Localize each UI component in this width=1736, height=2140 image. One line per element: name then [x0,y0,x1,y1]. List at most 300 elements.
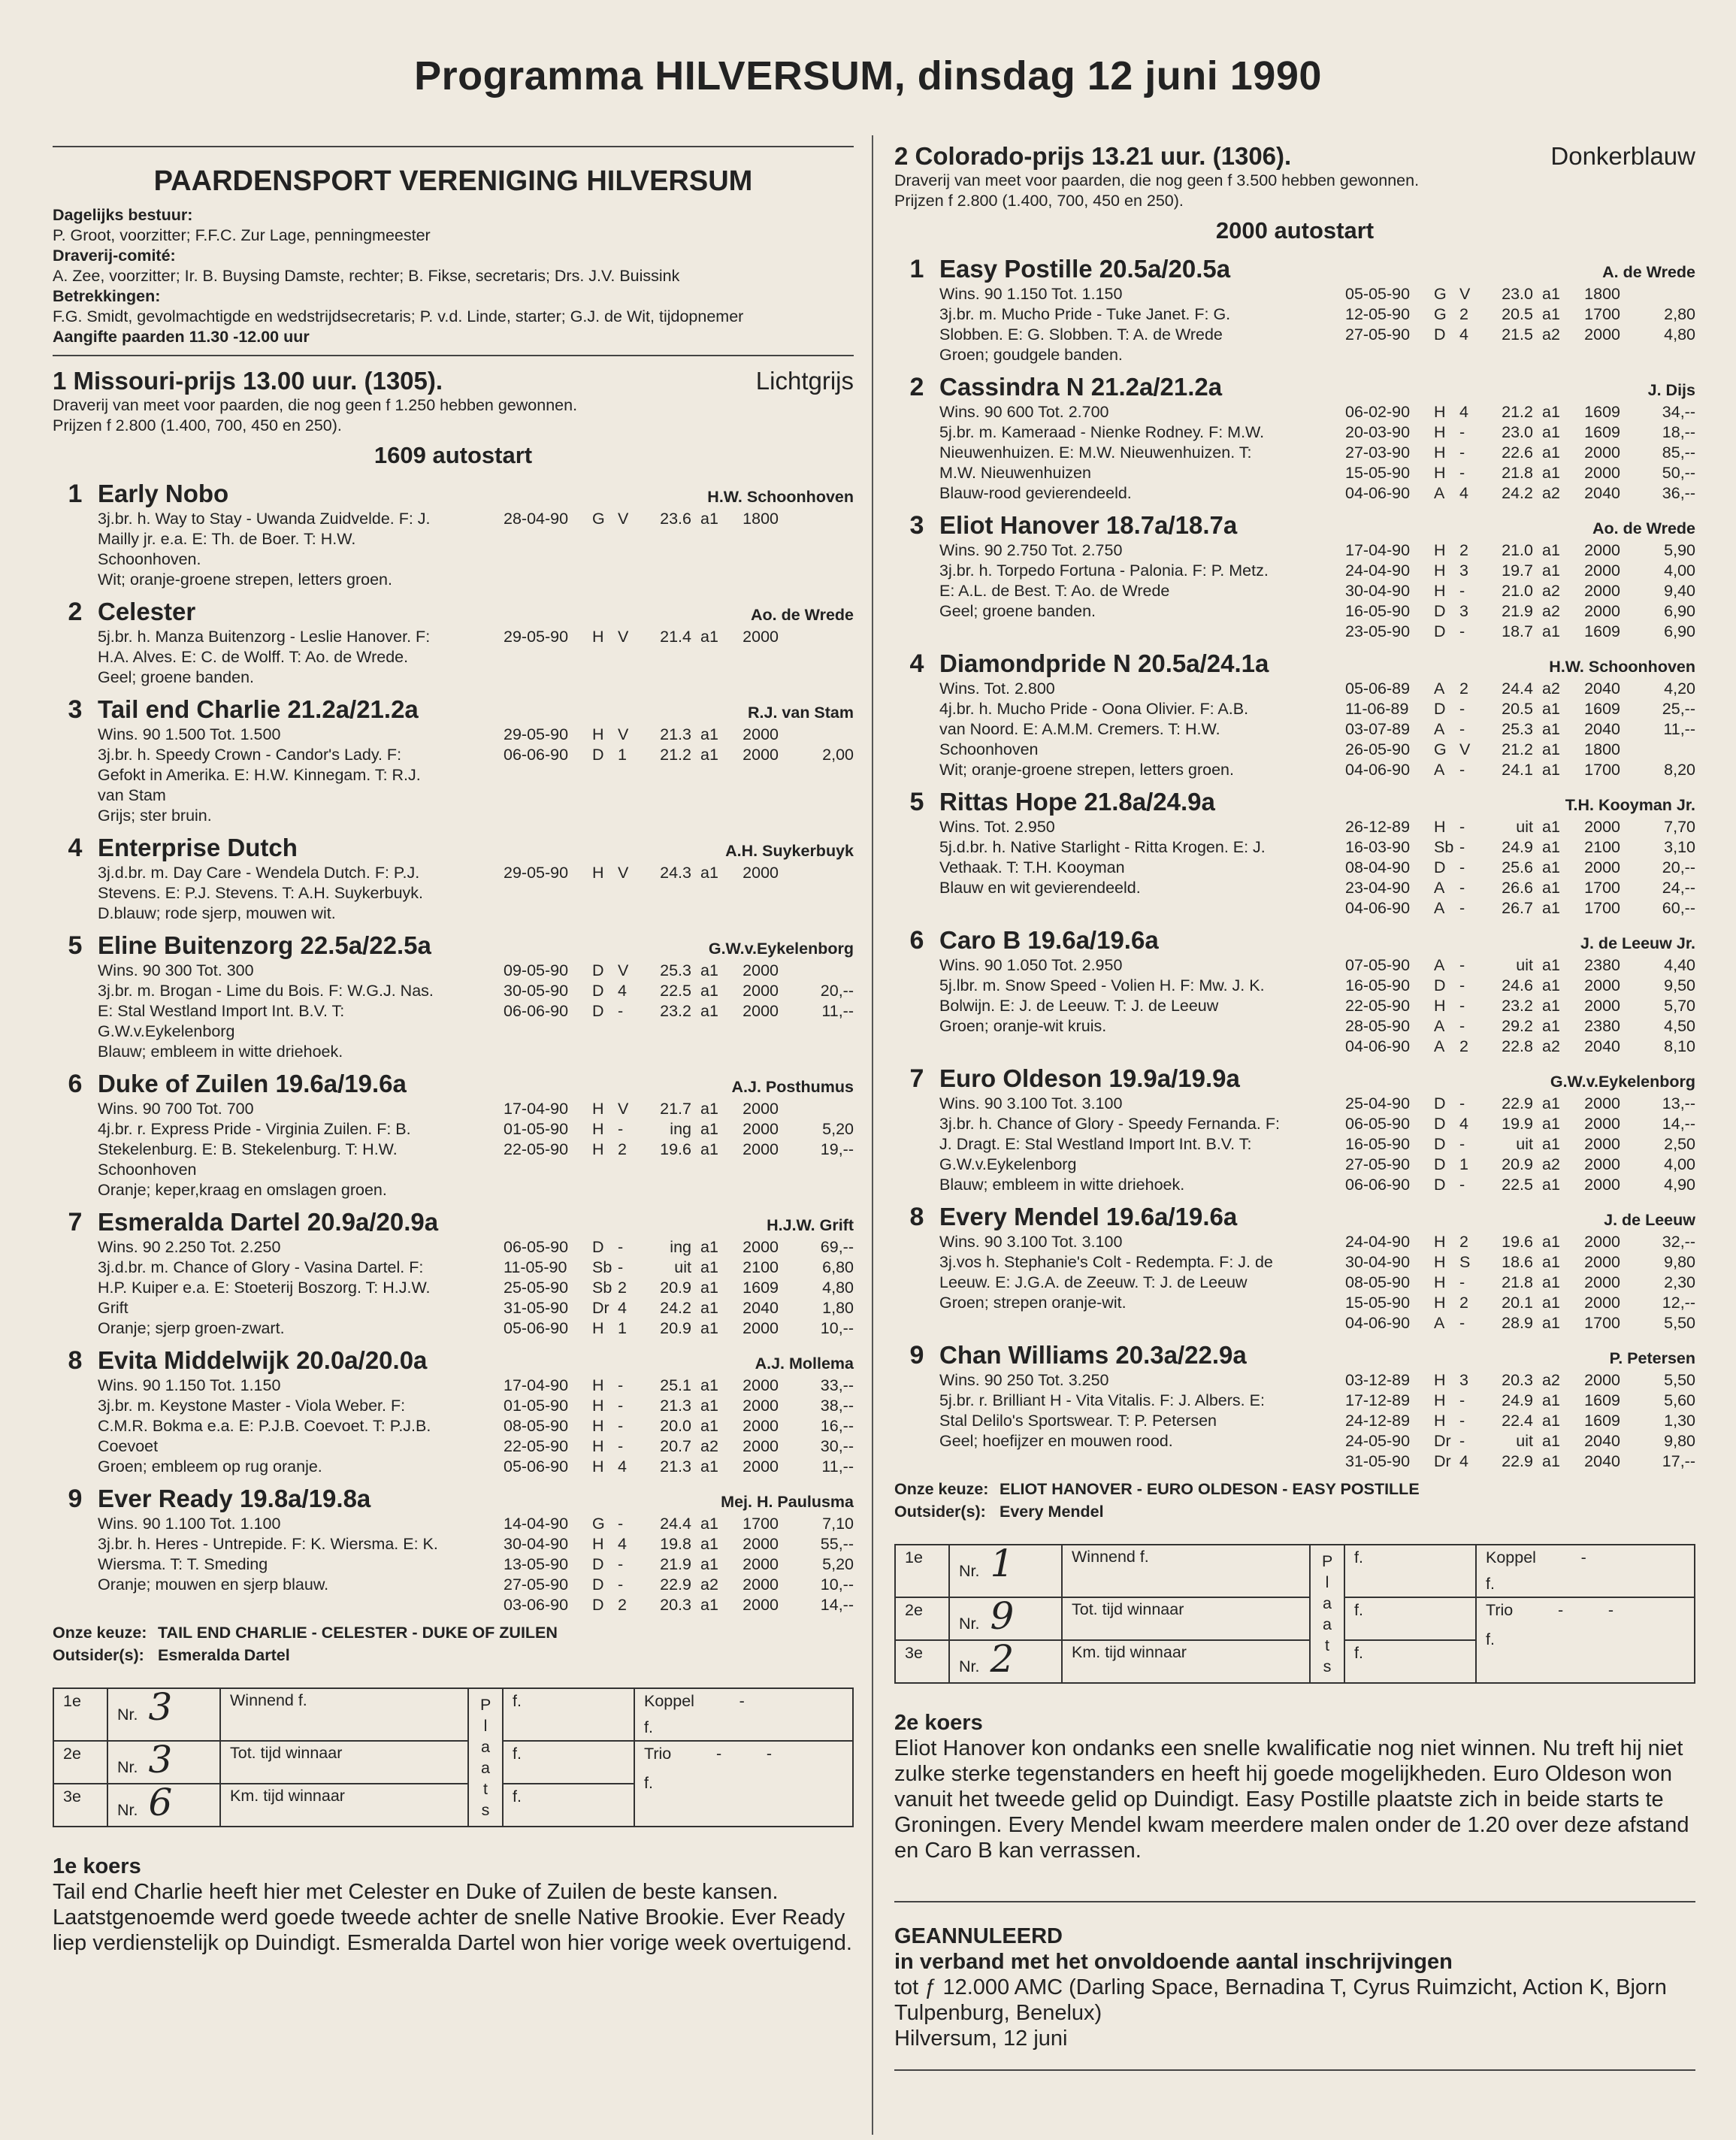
form-cell: 03-12-89 [1345,1371,1411,1389]
horse-entry [53,1208,854,1339]
description-line: E: Stal Westland Import Int. B.V. T: [98,1002,345,1020]
form-row [1345,1273,1695,1293]
form-row [1345,760,1695,780]
form-cell: 20.9 [1502,1155,1533,1173]
form-cell: D [1434,1094,1446,1112]
description-line: 4j.br. r. Express Pride - Virginia Zuilen. F: B. [98,1120,411,1138]
description-line: E: A.L. de Best. T: Ao. de Wrede [939,582,1170,600]
association-info [53,205,854,347]
result-table [894,1544,1695,1684]
form-cell: a1 [700,1376,718,1394]
form-cell: 1609 [1584,1412,1620,1430]
form-row [1345,740,1695,760]
form-row [1345,699,1695,719]
form-cell: 21.9 [1502,602,1533,620]
nr-label: Nr. [959,1615,980,1633]
payout-cell: f. [503,1741,634,1784]
horse-name: Eliot Hanover 18.7a/18.7a [939,511,1238,539]
race-1 [53,367,854,1956]
form-cell: 4 [618,1299,627,1317]
horse-trainer: P. Petersen [1609,1349,1695,1367]
form-cell: - [618,1120,624,1138]
form-cell: V [618,1100,629,1118]
horse-header [53,931,854,961]
form-cell: a1 [1542,858,1560,876]
form-cell: a1 [1542,423,1560,441]
form-cell: H [592,1140,604,1158]
horse-number: 1 [68,480,83,508]
form-cell: 12-05-90 [1345,305,1411,323]
form-lines [1345,955,1695,1057]
description-line: G.W.v.Eykelenborg [939,1155,1077,1173]
horse-header [894,511,1695,540]
our-choice [53,1623,854,1642]
form-cell: 10,-- [820,1319,854,1337]
form-cell: H [1434,423,1446,441]
description-line: Geel; hoefijzer en mouwen rood. [939,1432,1173,1450]
form-cell: 1609 [1584,1391,1620,1409]
horse-name: Diamondpride N 20.5a/24.1a [939,649,1269,677]
form-cell: a1 [1542,1017,1560,1035]
form-cell: H [1434,1412,1446,1430]
form-cell: a1 [1542,305,1560,323]
handwritten-number: 3 [148,1738,173,1781]
form-cell [1620,284,1695,304]
form-cell: 23.2 [660,1002,691,1020]
form-cell: 2000 [742,1319,779,1337]
form-cell: a1 [700,1120,718,1138]
outsider-value: Esmeralda Dartel [158,1646,290,1664]
form-cell: 4 [1459,403,1468,421]
horse-description [939,1232,1345,1333]
form-cell: V [618,961,629,979]
form-row [1345,955,1695,976]
form-cell: 24.4 [1502,680,1533,698]
form-cell: a1 [700,982,718,1000]
horse-entry [894,511,1695,642]
description-line: Geel; groene banden. [939,602,1096,620]
form-cell: a1 [1542,1115,1560,1133]
form-cell: 4 [1459,1115,1468,1133]
description-line: 3j.br. h. Torpedo Fortuna - Palonia. F: P. Metz. [939,561,1269,580]
form-row [504,1298,854,1318]
handwritten-number: 1 [990,1542,1015,1585]
horse-number: 7 [909,1064,924,1093]
form-cell: D [592,1238,604,1256]
form-cell: - [618,1376,624,1394]
form-row [1345,483,1695,504]
form-row [504,1396,854,1416]
form-cell: uit [1516,1432,1533,1450]
description-line: Groen; oranje-wit kruis. [939,1017,1107,1035]
form-cell: G [592,510,605,528]
divider [53,146,854,147]
nr-cell [107,1685,220,1741]
form-cell: 2000 [742,961,779,979]
form-cell: 1 [618,1319,627,1337]
form-cell: 20.3 [1502,1371,1533,1389]
form-cell: ing [670,1120,691,1138]
form-cell: H [592,1457,604,1476]
description-line: H.P. Kuiper e.a. E: Stoeterij Boszorg. T: H.J.W. [98,1279,431,1297]
form-row [1345,1134,1695,1155]
horse-entry [53,598,854,688]
form-row [504,961,854,981]
form-lines [1345,402,1695,504]
form-lines [1345,540,1695,642]
horse-description [98,627,504,688]
horse-name: Euro Oldeson 19.9a/19.9a [939,1064,1240,1092]
form-cell: 2 [618,1279,627,1297]
form-cell: 01-05-90 [504,1120,569,1138]
form-row [1345,1155,1695,1175]
form-cell: 17-04-90 [1345,541,1411,559]
form-cell: 2,50 [1664,1135,1695,1153]
form-cell: 36,-- [1662,484,1695,502]
form-cell: 04-06-90 [1345,484,1411,502]
form-cell: 22.9 [1502,1094,1533,1112]
form-cell: 11,-- [821,1457,854,1476]
form-cell: a1 [700,1002,718,1020]
form-cell: 06-05-90 [1345,1115,1411,1133]
form-cell: a1 [700,1299,718,1317]
horse-name: Chan Williams 20.3a/22.9a [939,1341,1247,1369]
form-cell: D [592,1596,604,1614]
form-cell: 22.4 [1502,1412,1533,1430]
form-cell: 2000 [1584,541,1620,559]
horse-name: Ever Ready 19.8a/19.8a [98,1485,371,1512]
form-cell: 2000 [742,1535,779,1553]
nr-label: Nr. [117,1706,138,1724]
form-cell: 25.3 [660,961,691,979]
form-cell [779,863,854,883]
horse-description [939,679,1345,780]
form-cell: a1 [1542,1432,1560,1450]
result-row [895,1597,1695,1640]
description-line: Schoonhoven. [98,550,201,568]
form-lines [504,961,854,1062]
form-cell: 2 [1459,1294,1468,1312]
form-cell: - [1459,423,1465,441]
horse-description [939,1094,1345,1195]
form-cell: a1 [700,1397,718,1415]
description-line: Oranje; keper,kraag en omslagen groen. [98,1181,387,1199]
form-cell: 2000 [1584,325,1620,344]
form-row [1345,976,1695,996]
choice-label: Onze keuze: [53,1624,147,1642]
form-cell: a1 [1542,443,1560,462]
form-cell: 8,20 [1664,761,1695,779]
description-line: Wins. 90 600 Tot. 2.700 [939,403,1109,421]
form-cell: 2000 [742,1376,779,1394]
form-cell: 9,40 [1664,582,1695,600]
horse-body [53,1514,854,1615]
form-cell: 20,-- [1662,858,1695,876]
form-cell: Dr [1434,1452,1451,1470]
race-title: 2 Colorado-prijs 13.21 uur. (1306). [894,142,1292,170]
place-cell: 3e [53,1784,107,1827]
form-cell: 4,80 [1664,325,1695,344]
description-line: Groen; embleem op rug oranje. [98,1457,322,1476]
form-cell: - [1459,1176,1465,1194]
form-row [1345,581,1695,601]
form-row [1345,422,1695,443]
divider [53,355,854,356]
description-line: Geel; groene banden. [98,668,254,686]
description-line: van Noord. E: A.M.M. Cremers. T: H.W. [939,720,1220,738]
form-cell: 5,70 [1664,997,1695,1015]
right-column [894,132,1695,2071]
horse-name: Every Mendel 19.6a/19.6a [939,1203,1238,1230]
cancel-notice [894,1924,1695,2051]
form-cell: 85,-- [1662,443,1695,462]
form-cell: 2000 [1584,1253,1620,1271]
form-cell: a1 [1542,541,1560,559]
horse-trainer: A.J. Mollema [755,1355,854,1373]
race-header [894,142,1695,171]
form-cell: 21.7 [660,1100,691,1118]
payout-cell: f. [1344,1545,1476,1597]
horse-entry [53,834,854,924]
form-cell: 05-06-90 [504,1319,569,1337]
description-line: 3j.br. h. Way to Stay - Uwanda Zuidvelde. F: J. [98,510,431,528]
description-line: Wins. 90 3.100 Tot. 3.100 [939,1094,1123,1112]
form-cell: 2000 [1584,1135,1620,1153]
horse-description [98,509,504,590]
form-cell: 24.9 [1502,838,1533,856]
form-cell: 16-05-90 [1345,976,1411,994]
form-cell: 22.5 [1502,1176,1533,1194]
form-cell: 20.1 [1502,1294,1533,1312]
time-label-cell: Tot. tijd winnaar [220,1741,468,1784]
form-cell: a1 [700,961,718,979]
form-cell: 08-05-90 [504,1417,569,1435]
horse-description [939,284,1345,365]
form-cell: a1 [700,1457,718,1476]
form-cell: G [592,1515,605,1533]
form-cell: 08-05-90 [1345,1273,1411,1291]
form-cell: 1 [618,746,627,764]
horse-description [98,1376,504,1477]
form-cell: V [1459,285,1471,303]
form-cell: 2000 [1584,1294,1620,1312]
form-cell: 1800 [1584,740,1620,758]
form-cell: a1 [700,746,718,764]
form-cell: - [1459,1017,1465,1035]
description-line: Blauw; embleem in witte driehoek. [98,1043,343,1061]
form-cell: 21.0 [1502,541,1533,559]
form-cell: - [618,1258,624,1276]
form-cell: H [1434,561,1446,580]
form-cell: a1 [700,1515,718,1533]
form-cell: 18,-- [1662,423,1695,441]
horse-body [53,863,854,924]
form-cell: 15-05-90 [1345,464,1411,482]
description-line: Wins. 90 3.100 Tot. 3.100 [939,1233,1123,1251]
description-line: Oranje; sjerp groen-zwart. [98,1319,285,1337]
race-prizes: Prijzen f 2.800 (1.400, 700, 450 en 250). [894,192,1184,210]
form-cell: 2040 [1584,1432,1620,1450]
form-cell: 4,40 [1664,956,1695,974]
form-cell: 16-05-90 [1345,1135,1411,1153]
form-lines [504,863,854,924]
description-line: Stal Delilo's Sportswear. T: P. Petersen [939,1412,1217,1430]
form-cell: H [1434,1294,1446,1312]
description-line: Groen; goudgele banden. [939,346,1123,364]
form-cell: - [1459,1273,1465,1291]
form-cell: H [592,1417,604,1435]
form-cell: 3 [1459,602,1468,620]
form-lines [504,1514,854,1615]
koppel-cell [1476,1545,1695,1597]
form-cell: a1 [1542,899,1560,917]
form-cell: D [1434,976,1446,994]
form-cell: - [618,1437,624,1455]
horse-header [894,926,1695,955]
form-cell: 31-05-90 [504,1299,569,1317]
form-cell: 24.9 [1502,1391,1533,1409]
form-cell: - [618,1515,624,1533]
form-cell: 23.2 [1502,997,1533,1015]
form-cell: 2000 [1584,1273,1620,1291]
form-cell: 2100 [1584,838,1620,856]
outsider-label: Outsider(s): [53,1646,144,1664]
form-cell: 19.9 [1502,1115,1533,1133]
form-cell: - [1459,818,1465,836]
horse-entry [894,1203,1695,1333]
form-cell: 22.9 [1502,1452,1533,1470]
form-cell: a1 [700,1596,718,1614]
column-divider [872,135,873,2135]
form-cell: 9,80 [1664,1432,1695,1450]
form-cell: - [1459,1432,1465,1450]
form-cell: 2000 [742,1417,779,1435]
form-lines [504,1376,854,1477]
form-cell: D [592,1575,604,1594]
commentary-title: 2e koers [894,1711,983,1735]
payout-cell: f. [503,1688,634,1741]
form-row [504,1554,854,1575]
form-row [504,1436,854,1457]
form-cell: A [1434,720,1445,738]
form-cell: 17-04-90 [504,1100,569,1118]
form-cell: H [1434,582,1446,600]
horse-header [894,1341,1695,1370]
form-cell: A [1434,899,1445,917]
nr-cell [949,1594,1062,1640]
form-cell: a1 [1542,1135,1560,1153]
horse-trainer: H.W. Schoonhoven [1549,658,1695,676]
nr-cell [107,1781,220,1827]
form-cell: 19.6 [660,1140,691,1158]
payout-cell: f. [1344,1597,1476,1640]
form-cell: 9,80 [1664,1253,1695,1271]
description-line: Wins. 90 250 Tot. 3.250 [939,1371,1109,1389]
form-cell: 04-06-90 [1345,1037,1411,1055]
form-cell: D [1434,1115,1446,1133]
form-row [1345,1094,1695,1114]
form-cell: - [1459,997,1465,1015]
description-line: M.W. Nieuwenhuizen [939,464,1091,482]
horse-body [53,1376,854,1477]
horse-number: 2 [68,598,83,626]
commentary-title: 1e koers [53,1854,141,1878]
form-cell: 26-12-89 [1345,818,1411,836]
form-cell: 24.6 [1502,976,1533,994]
form-cell: 4 [618,1535,627,1553]
form-cell: S [1459,1253,1471,1271]
form-cell: H [592,1437,604,1455]
form-cell: 2040 [1584,1037,1620,1055]
form-cell: 20.9 [660,1319,691,1337]
form-cell: 2000 [742,1100,779,1118]
form-cell: - [1459,720,1465,738]
horse-number: 4 [68,834,83,862]
race-distance: 1609 autostart [374,442,533,468]
nr-cell [949,1542,1062,1597]
horse-entry [894,1341,1695,1472]
form-cell: 4,20 [1664,680,1695,698]
form-cell: D [1434,858,1446,876]
trio-label: Trio - - [1486,1601,1614,1619]
page-title: Programma HILVERSUM, dinsdag 12 juni 1990 [414,53,1322,98]
form-cell: 1609 [1584,700,1620,718]
horse-number: 3 [68,695,83,724]
form-row [504,981,854,1001]
form-cell: 2 [1459,680,1468,698]
form-cell: 2000 [1584,1233,1620,1251]
form-cell: - [1459,858,1465,876]
form-cell: 2000 [1584,1176,1620,1194]
form-row [1345,601,1695,622]
time-label-cell: Km. tijd winnaar [220,1784,468,1827]
horse-header [53,598,854,627]
description-line: 3j.vos h. Stephanie's Colt - Redempta. F: J. de [939,1253,1273,1271]
form-cell: 69,-- [820,1238,854,1256]
horse-body [53,725,854,826]
form-cell: 05-06-90 [504,1457,569,1476]
nr-label: Nr. [117,1758,138,1776]
form-cell: 27-03-90 [1345,443,1411,462]
form-cell: 09-05-90 [504,961,569,979]
form-cell: 2000 [742,1596,779,1614]
form-cell: - [618,1555,624,1573]
form-cell: 2 [1459,541,1468,559]
section-text: A. Zee, voorzitter; Ir. B. Buysing Damste, rechter; B. Fikse, secretaris; Drs. J.V. Buissink [53,267,680,285]
form-cell: - [1459,838,1465,856]
koppel-label: Koppel - [644,1692,745,1710]
form-row [1345,679,1695,699]
form-cell: a1 [700,725,718,743]
form-lines [1345,679,1695,780]
race-color: Lichtgrijs [755,367,854,395]
form-cell: 04-06-90 [1345,899,1411,917]
form-cell: 11,-- [821,1002,854,1020]
form-cell: 2100 [742,1258,779,1276]
horse-number: 9 [909,1341,924,1370]
form-cell: H [1434,464,1446,482]
form-lines [504,1099,854,1200]
horse-description [98,1099,504,1200]
form-row [504,509,854,529]
form-cell: 20,-- [820,982,854,1000]
divider [894,2069,1695,2071]
form-cell: D [592,961,604,979]
plaats-cell [468,1688,503,1827]
description-line: Wins. 90 700 Tot. 700 [98,1100,254,1118]
form-cell: 2000 [742,1397,779,1415]
description-line: Coevoet [98,1437,159,1455]
